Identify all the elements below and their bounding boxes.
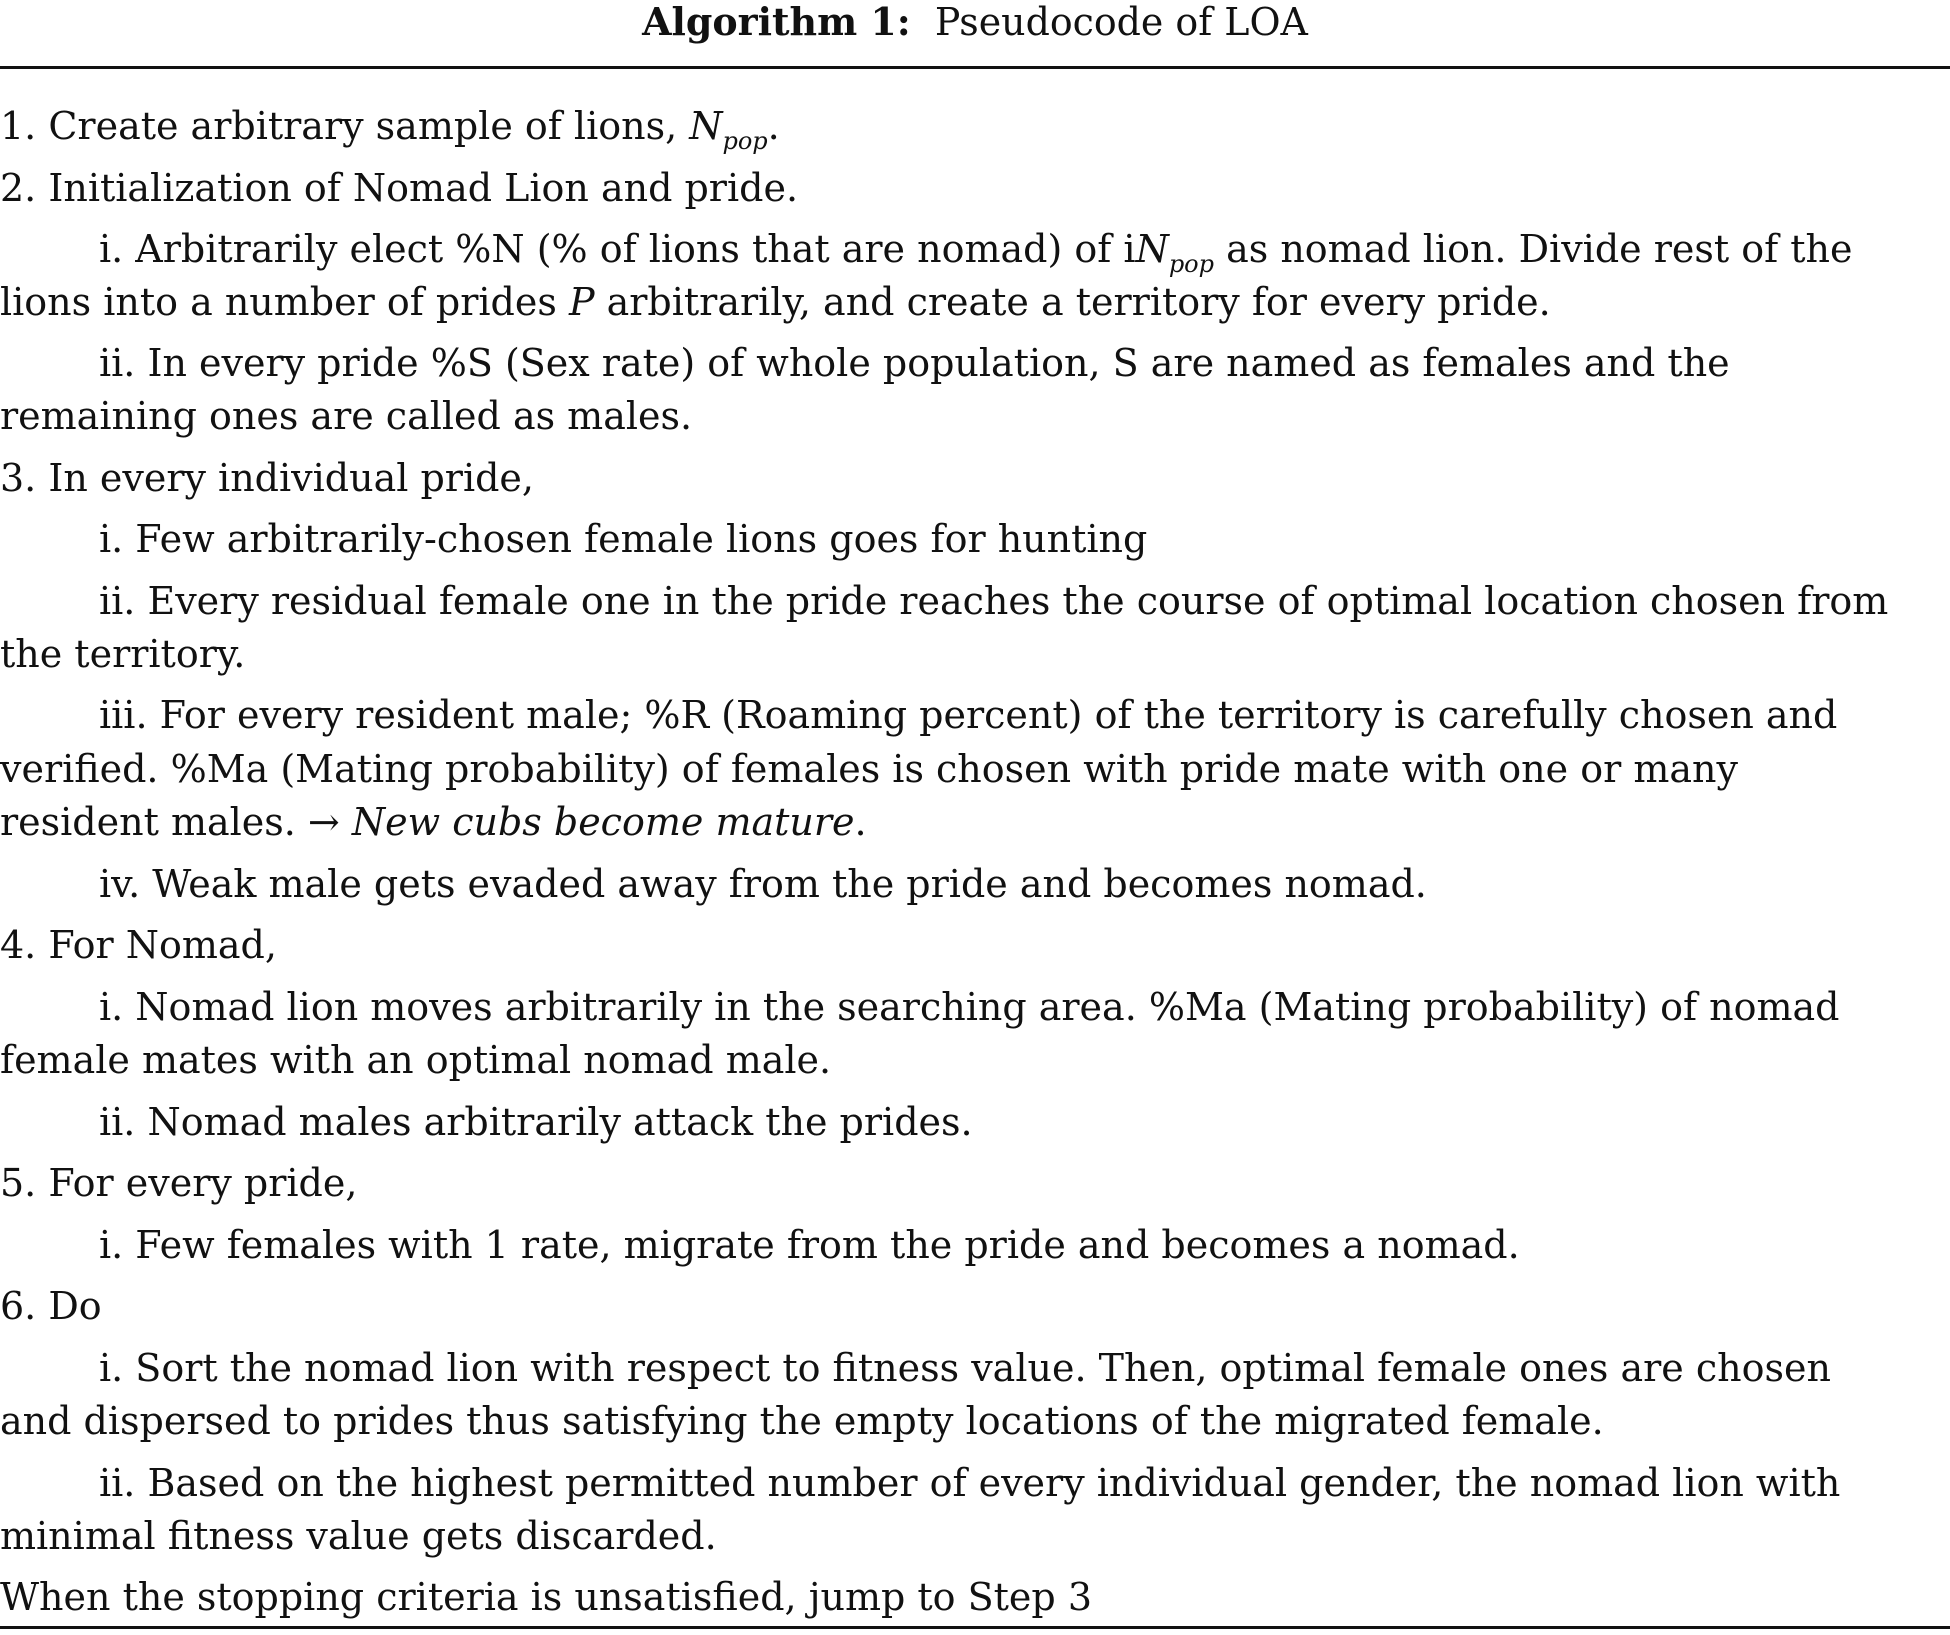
step-5i-line: i. Few females with 1 rate, migrate from the pride and becomes a nomad. bbox=[99, 1223, 1520, 1267]
step-2i-line: i. Arbitrarily elect %N (% of lions that are nomad) of $iN_{pop}$ as nomad lion. Divide rest of the bbox=[99, 227, 1853, 278]
step-4i-line: i. Nomad lion moves arbitrarily in the searching area. %Ma (Mating probability) of nomad bbox=[99, 985, 1840, 1029]
prides-symbol: P bbox=[568, 280, 595, 324]
mature-cubs-note: New cubs become mature bbox=[351, 800, 855, 844]
step-1-line: 1. Create arbitrary sample of lions, $N_{pop}$. bbox=[0, 104, 780, 155]
stopping-criteria-line: When the stopping criteria is unsatisfied, jump to Step 3 bbox=[0, 1575, 1092, 1619]
step-3ii-continuation: the territory. bbox=[0, 632, 246, 676]
step-3iv-line: iv. Weak male gets evaded away from the pride and becomes nomad. bbox=[99, 862, 1427, 906]
step-4ii-line: ii. Nomad males arbitrarily attack the prides. bbox=[99, 1100, 973, 1144]
step-3iii-line: iii. For every resident male; %R (Roaming percent) of the territory is carefully chosen and bbox=[99, 693, 1838, 737]
top-rule bbox=[0, 66, 1950, 69]
step-5-line: 5. For every pride, bbox=[0, 1161, 358, 1205]
npop-symbol: $N_{pop}$ bbox=[689, 104, 768, 155]
step-2ii-line: ii. In every pride %S (Sex rate) of whole population, S are named as females and the bbox=[99, 341, 1730, 385]
bottom-rule bbox=[0, 1626, 1950, 1629]
algorithm-title bbox=[0, 0, 1950, 44]
step-3ii-line: ii. Every residual female one in the pride reaches the course of optimal location chosen from bbox=[99, 579, 1889, 623]
step-6ii-line: ii. Based on the highest permitted number of every individual gender, the nomad lion with bbox=[99, 1461, 1841, 1505]
step-2ii-continuation: remaining ones are called as males. bbox=[0, 394, 693, 438]
step-2-line: 2. Initialization of Nomad Lion and pride. bbox=[0, 166, 799, 210]
step-4-line: 4. For Nomad, bbox=[0, 923, 277, 967]
algorithm-label: Algorithm 1: bbox=[642, 0, 911, 44]
step-3-line: 3. In every individual pride, bbox=[0, 456, 535, 500]
npop-symbol: $N_{pop}$ bbox=[1135, 227, 1214, 278]
step-6-line: 6. Do bbox=[0, 1284, 102, 1328]
step-3iii-continuation: resident males. → New cubs become mature. bbox=[0, 800, 867, 844]
step-3i-line: i. Few arbitrarily-chosen female lions goes for hunting bbox=[99, 517, 1148, 561]
step-6i-continuation: and dispersed to prides thus satisfying the empty locations of the migrated female. bbox=[0, 1399, 1604, 1443]
step-6i-line: i. Sort the nomad lion with respect to fitness value. Then, optimal female ones are chosen bbox=[99, 1346, 1831, 1390]
step-2i-continuation: lions into a number of prides P arbitrarily, and create a territory for every pride. bbox=[0, 280, 1551, 324]
algorithm-name: Pseudocode of LOA bbox=[934, 0, 1308, 44]
step-4i-continuation: female mates with an optimal nomad male. bbox=[0, 1038, 832, 1082]
step-6ii-continuation: minimal fitness value gets discarded. bbox=[0, 1514, 717, 1558]
step-3iii-continuation: verified. %Ma (Mating probability) of females is chosen with pride mate with one or many bbox=[0, 747, 1738, 791]
